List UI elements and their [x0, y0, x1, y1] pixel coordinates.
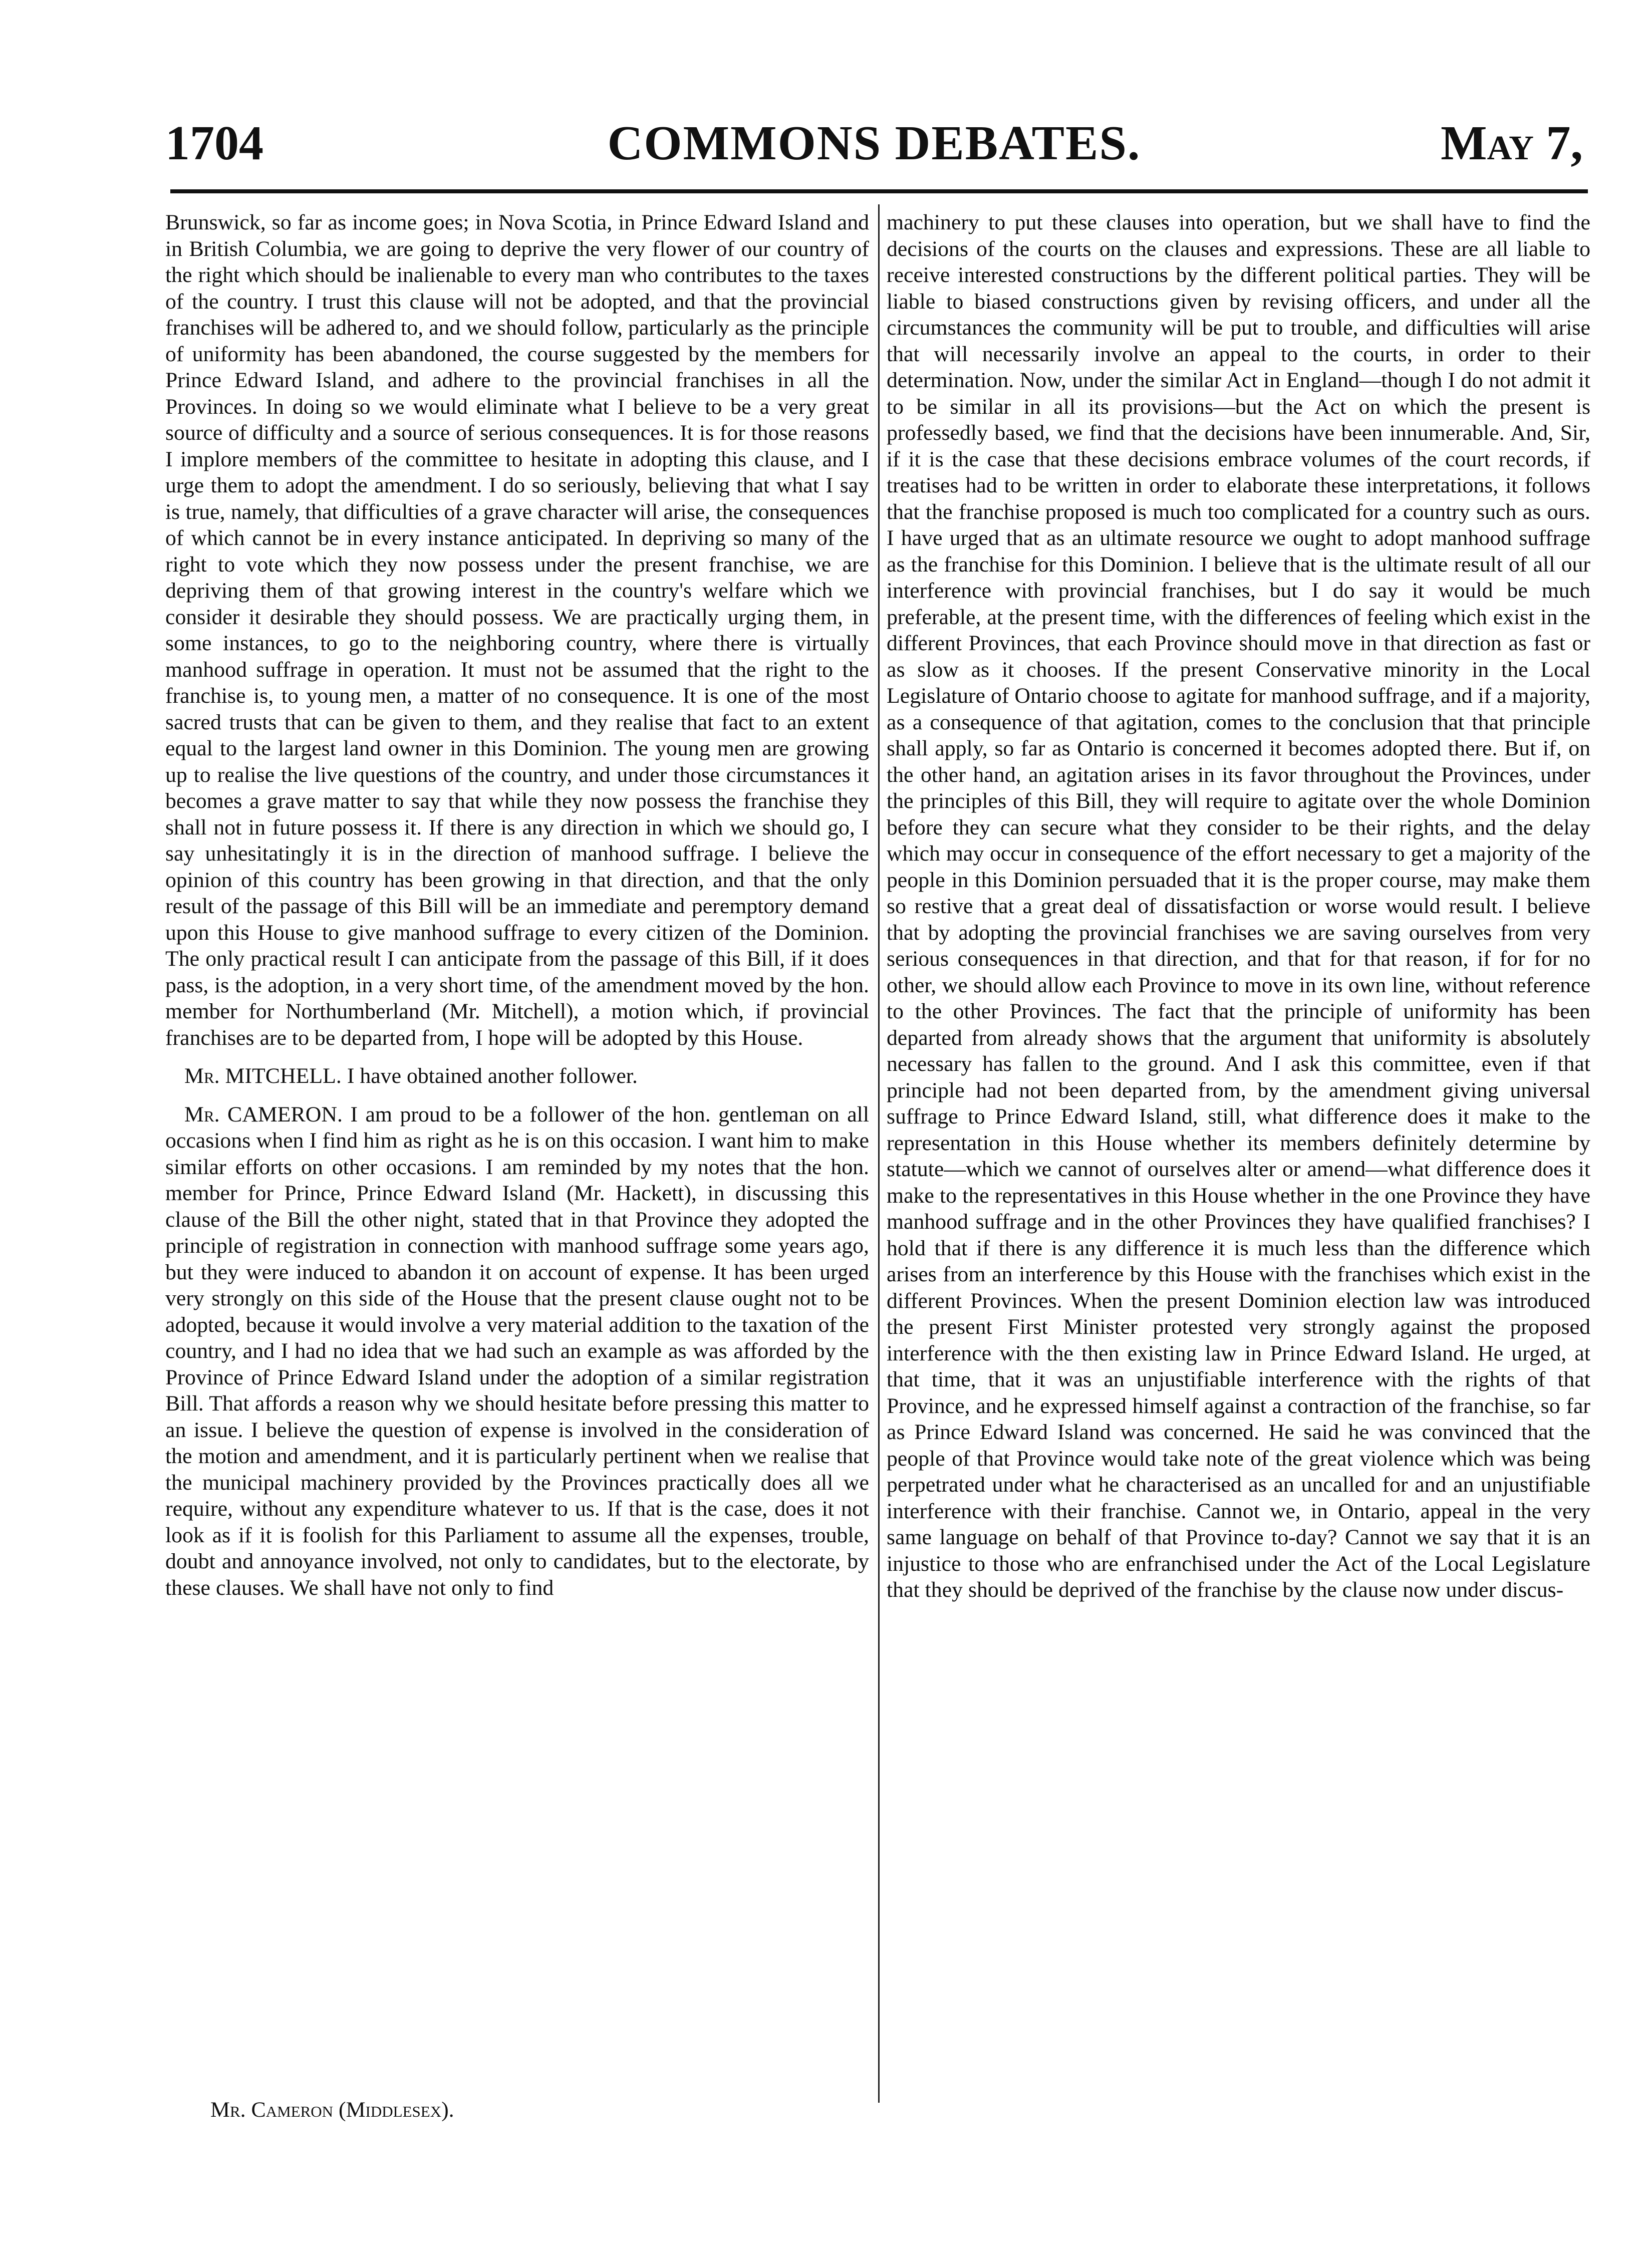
left-paragraph-1: Brunswick, so far as income goes; in Nova Scotia, in Prince Edward Island and in British Columbia, we are going to deprive the very flower of our country of the right which should be inalienable to every man who contributes to the taxes of the country. I trust this clause will not be adopted, and that the provincial franchises will be adhered to, and we should follow, particularly as the principle of uniformity has been abandoned, the course suggested by the members for Prince Edward Island, and adhere to the provincial franchises in all the Provinces. In doing so we would eliminate what I believe to be a very great source of difficulty and a source of serious consequences. It is for those reasons I implore members of the committee to hesitate in adopting this clause, and I urge them to adopt the amendment. I do so seriously, believing that what I say is true, namely, that difficulties of a grave character will arise, the consequences of which cannot be in every instance anticipated. In depriving so many of the right to vote which they now possess under the present franchise, we are depriving them of that growing interest in the country's welfare which we consider it desirable they should possess. We are practically urging them, in some instances, to go to the neighboring country, where there is virtually manhood suffrage in operation. It must not be assumed that the right to the franchise is, to young men, a matter of no consequence. It is one of the most sacred trusts that can be given to them, and they realise that fact to an extent equal to the largest land owner in this Dominion. The young men are growing up to realise the live questions of the country, and under those circumstances it becomes a grave matter to say that while they now possess the franchise they shall not in future possess it. If there is any direction in which we should go, I say unhesitatingly it is in the direction of manhood suffrage. I believe the opinion of this country has been growing in that direction, and that the only result of the passage of this Bill will be an immediate and peremptory demand upon this House to give manhood suffrage to every citizen of the Dominion. The only practical result I can anticipate from the passage of this Bill, if it does pass, is the adoption, in a very short time, of the amendment moved by the hon. member for Northumberland (Mr. Mitchell), a motion which, if provincial franchises are to be departed from, I hope will be adopted by this House.: [165, 210, 869, 1050]
page-number: 1704: [165, 116, 263, 170]
left-column: [165, 209, 869, 1601]
speech-cameron: [165, 1101, 869, 1601]
speaker-name: Mr. MITCHELL.: [184, 1064, 342, 1088]
column-divider: [878, 204, 880, 2103]
page-title: COMMONS DEBATES.: [607, 116, 1141, 170]
speech-text: I am proud to be a follower of the hon. gentleman on all occasions when I find him as right as he is on this occasion. I want him to make similar efforts on other occasions. I am reminded by my notes that the hon. member for Prince, Prince Edward Island (Mr. Hackett), in discussing this clause of the Bill the other night, stated that in that Province they adopted the principle of registration in connection with manhood suffrage some years ago, but they were induced to abandon it on account of expense. It has been urged very strongly on this side of the House that the present clause ought not to be adopted, because it would involve a very material addition to the taxation of the country, and I had no idea that we had such an example as was afforded by the Province of Prince Edward Island under the adoption of a similar registration Bill. That affords a reason why we should hesitate before pressing this matter to an issue. I believe the question of expense is involved in the consideration of the motion and amendment, and it is particularly pertinent when we realise that the municipal machinery provided by the Provinces practically does all we require, without any expenditure whatever to us. If that is the case, does it not look as if it is foolish for this Parliament to assume all the expenses, trouble, doubt and annoyance involved, not only to candidates, but to the electorate, by these clauses. We shall have not only to find: [165, 1102, 870, 1600]
right-column: [887, 209, 1590, 1603]
running-footer: [210, 2097, 454, 2123]
speech-mitchell: [165, 1063, 869, 1089]
page-date: May 7,: [1441, 116, 1583, 170]
header-rule: [170, 189, 1588, 193]
speaker-name: Mr. CAMERON.: [184, 1102, 343, 1126]
speech-text: I have obtained another follower.: [347, 1064, 638, 1088]
right-paragraph-1: machinery to put these clauses into operation, but we shall have to find the decisions of the courts on the clauses and expressions. These are all liable to receive interested constructions by the different political parties. They will be liable to biased constructions given by revising officers, and under all the circumstances the community will be put to trouble, and difficulties will arise that will necessarily involve an appeal to the courts, in order to their determination. Now, under the similar Act in England—though I do not admit it to be similar in all its provisions—but the Act on which the present is professedly based, we find that the decisions have been innumerable. And, Sir, if it is the case that these decisions embrace volumes of the court records, if treatises had to be written in order to elaborate these interpretations, it follows that the franchise proposed is much too complicated for a country such as ours. I have urged that as an ultimate resource we ought to adopt manhood suffrage as the franchise for this Dominion. I believe that is the ultimate result of all our interference with provincial franchises, but I do say it would be much preferable, at the present time, with the differences of feeling which exist in the different Provinces, that each Province should move in that direction as fast or as slow as it chooses. If the present Conservative minority in the Local Legislature of Ontario choose to agitate for manhood suffrage, and if a majority, as a consequence of that agitation, comes to the conclusion that that principle shall apply, so far as Ontario is concerned it becomes adopted there. But if, on the other hand, an agitation arises in its favor throughout the Provinces, under the principles of this Bill, they will require to agitate over the whole Dominion before they can secure what they consider to be their rights, and the delay which may occur in consequence of the effort necessary to get a majority of the people in this Dominion persuaded that it is the proper course, may make them so restive that a great deal of dissatisfaction or worse would result. I believe that by adopting the provincial franchises we are saving ourselves from very serious consequences in that direction, and that for that reason, if for for no other, we should allow each Province to move in its own line, without reference to the other Provinces. The fact that the principle of uniformity has been departed from already shows that the argument that uniformity is absolutely necessary has fallen to the ground. And I ask this committee, even if that principle had not been departed from, by the amendment giving universal suffrage to Prince Edward Island, still, what difference does it make to the representation in this House whether its members definitely determine by statute—which we cannot of ourselves alter or amend—what difference does it make to the representatives in this House whether in the one Province they have manhood suffrage and in the other Provinces they have qualified franchises? I hold that if there is any difference it is much less than the difference which arises from an interference by this House with the franchises which exist in the different Provinces. When the present Dominion election law was introduced the present First Minister protested very strongly against the proposed interference with the then existing law in Prince Edward Island. He urged, at that time, that it was an unjustifiable interference with the rights of that Province, and he expressed himself against a contraction of the franchise, so far as Prince Edward Island was concerned. He said he was convinced that the people of that Province would take note of the great violence which was being perpetrated under what he characterised as an uncalled for and an unjustifiable interference with their franchise. Cannot we, in Ontario, appeal in the very same language on behalf of that Province to-day? Cannot we say that it is an injustice to those who are enfranchised under the Act of the Local Legislature that they should be deprived of the franchise by the clause now under discus-: [887, 210, 1590, 1602]
footer-speaker: Mr. Cameron (Middlesex).: [210, 2098, 454, 2122]
page-header: [165, 115, 1583, 190]
